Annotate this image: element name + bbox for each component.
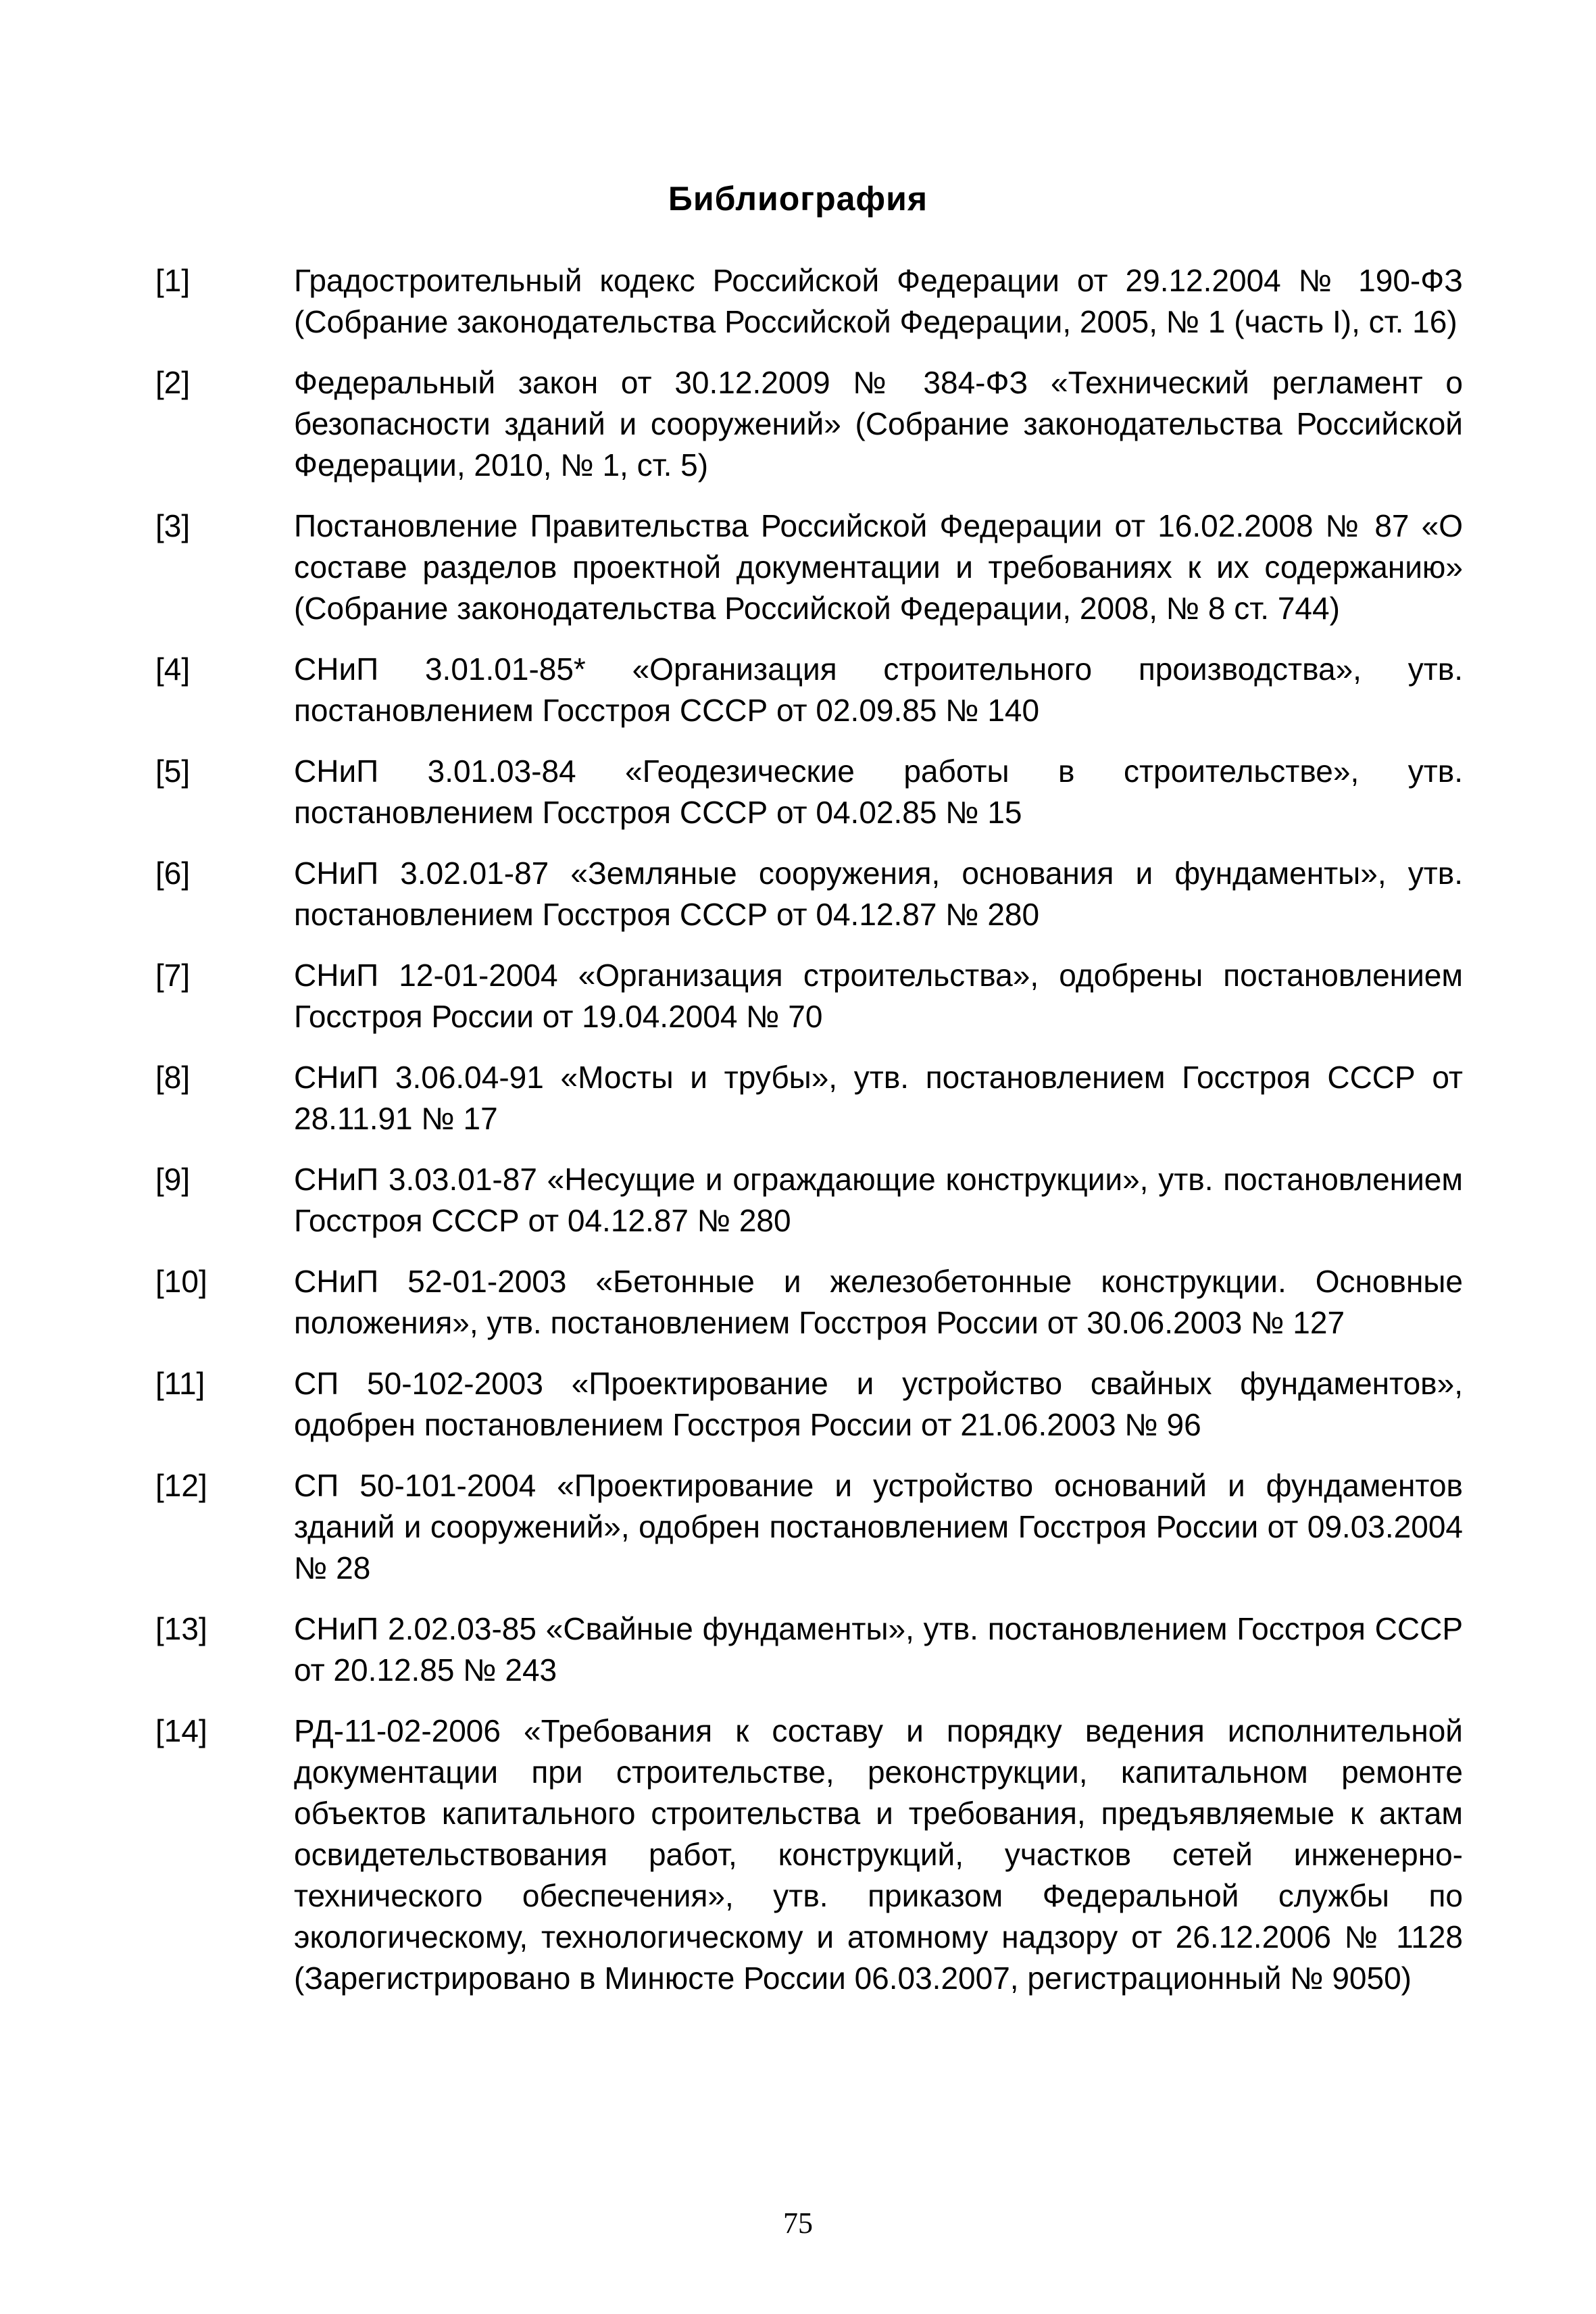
entry-number: [1] (155, 263, 191, 298)
entry-number: [13] (155, 1611, 207, 1646)
bibliography-entry (155, 1710, 1463, 1999)
entry-number: [9] (155, 1162, 191, 1197)
bibliography-entry (155, 1057, 1463, 1139)
entry-number: [2] (155, 365, 191, 400)
bibliography-entry (155, 1261, 1463, 1344)
bibliography-entry (155, 1363, 1463, 1446)
entry-text: СНиП 12-01-2004 «Организация строительства», одобрены постановлением Госстроя России от 19.04.2004 № 70 (294, 958, 1463, 1034)
bibliography-entry (155, 1159, 1463, 1241)
entry-number: [14] (155, 1713, 207, 1748)
entry-text: СНиП 3.02.01-87 «Земляные сооружения, основания и фундаменты», утв. постановлением Госстроя СССР от 04.12.87 № 280 (294, 856, 1463, 932)
entry-text: РД-11-02-2006 «Требования к составу и порядку ведения исполнительной документации при строительстве, реконструкции, капитальном ремонте объектов капитального строительства и требования, предъявляемые к актам освидетельствования работ, конструкций, участков сетей инженерно-технического обеспечения», утв. приказом Федеральной службы по экологическому, технологическому и атомному надзору от 26.12.2006 № 1128 (Зарегистрировано в Минюсте России 06.03.2007, регистрационный № 9050) (294, 1713, 1463, 1996)
entry-text: СНиП 3.01.01-85* «Организация строительного производства», утв. постановлением Госстроя СССР от 02.09.85 № 140 (294, 651, 1463, 728)
entry-number: [5] (155, 754, 191, 789)
bibliography-entry (155, 1465, 1463, 1589)
entry-text: Федеральный закон от 30.12.2009 № 384-ФЗ «Технический регламент о безопасности зданий и сооружений» (Собрание законодательства Российской Федерации, 2010, № 1, ст. 5) (294, 365, 1463, 483)
bibliography-entry (155, 955, 1463, 1037)
entry-text: СП 50-102-2003 «Проектирование и устройство свайных фундаментов», одобрен постановлением Госстроя России от 21.06.2003 № 96 (294, 1366, 1463, 1442)
entry-number: [11] (155, 1366, 205, 1401)
entry-text: СНиП 3.01.03-84 «Геодезические работы в строительстве», утв. постановлением Госстроя СССР от 04.02.85 № 15 (294, 754, 1463, 830)
bibliography-entry (155, 853, 1463, 935)
bibliography-entry (155, 1608, 1463, 1691)
entry-text: СНиП 52-01-2003 «Бетонные и железобетонные конструкции. Основные положения», утв. постановлением Госстроя России от 30.06.2003 № 127 (294, 1264, 1463, 1340)
entry-number: [7] (155, 958, 191, 993)
bibliography-list (155, 260, 1463, 2019)
entry-text: СНиП 3.06.04-91 «Мосты и трубы», утв. постановлением Госстроя СССР от 28.11.91 № 17 (294, 1060, 1463, 1136)
entry-text: Градостроительный кодекс Российской Федерации от 29.12.2004 № 190-ФЗ (Собрание законодательства Российской Федерации, 2005, № 1 (часть I), ст. 16) (294, 263, 1463, 339)
entry-number: [6] (155, 856, 191, 891)
entry-text: Постановление Правительства Российской Федерации от 16.02.2008 № 87 «О составе разделов проектной документации и требованиях к их содержанию» (Собрание законодательства Российской Федерации, 2008, № 8 ст. 744) (294, 508, 1463, 626)
entry-number: [12] (155, 1468, 207, 1503)
entry-text: СНиП 3.03.01-87 «Несущие и ограждающие конструкции», утв. постановлением Госстроя СССР от 04.12.87 № 280 (294, 1162, 1463, 1238)
entry-number: [4] (155, 651, 191, 687)
page-number: 75 (783, 2207, 813, 2240)
bibliography-entry (155, 362, 1463, 486)
entry-text: СНиП 2.02.03-85 «Свайные фундаменты», утв. постановлением Госстроя СССР от 20.12.85 № 243 (294, 1611, 1463, 1688)
entry-text: СП 50-101-2004 «Проектирование и устройство оснований и фундаментов зданий и сооружений», одобрен постановлением Госстроя России от 09.03.2004 № 28 (294, 1468, 1463, 1585)
entry-number: [8] (155, 1060, 191, 1095)
bibliography-entry (155, 260, 1463, 343)
bibliography-entry (155, 506, 1463, 629)
bibliography-entry (155, 649, 1463, 731)
page-title: Библиография (668, 179, 928, 218)
entry-number: [10] (155, 1264, 207, 1299)
bibliography-entry (155, 751, 1463, 833)
entry-number: [3] (155, 508, 191, 543)
